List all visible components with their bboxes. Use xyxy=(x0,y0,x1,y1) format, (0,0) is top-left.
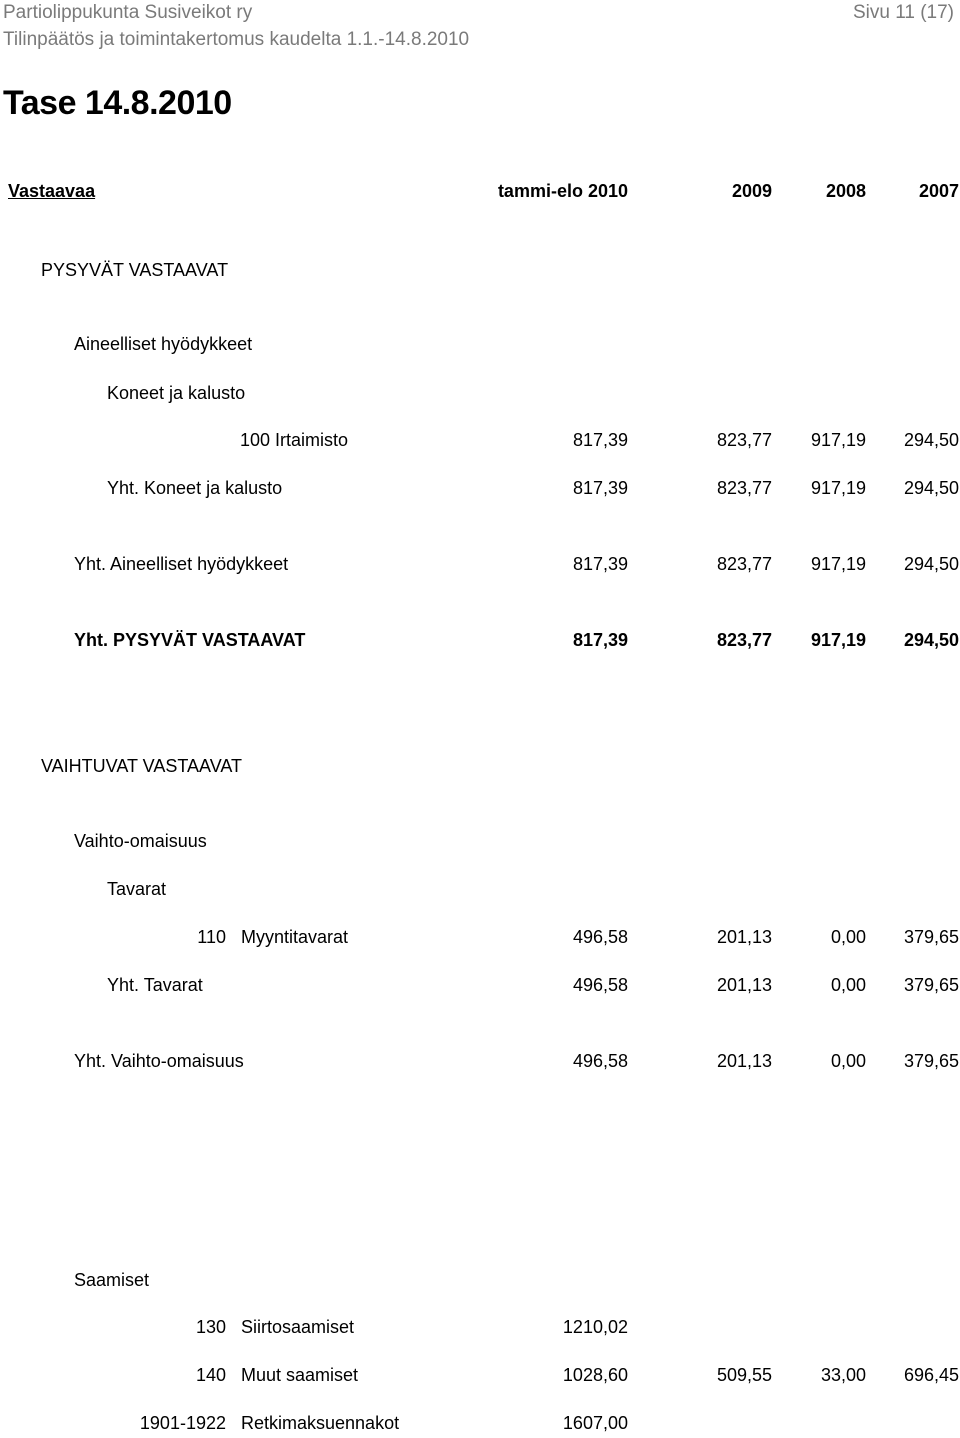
column-header-2009: 2009 xyxy=(731,181,772,201)
column-header-2008: 2008 xyxy=(825,181,866,201)
group-heading-row xyxy=(0,1271,960,1295)
account-code: 1901-1922 xyxy=(139,1413,226,1433)
value-tammi-elo-2010: 817,39 xyxy=(572,478,628,498)
row-label: Aineelliset hyödykkeet xyxy=(74,334,253,354)
value-2007: 294,50 xyxy=(903,554,959,574)
subtotal-row xyxy=(0,976,960,1000)
account-row xyxy=(0,1318,960,1342)
account-row xyxy=(0,928,960,952)
group-heading-row xyxy=(0,832,960,856)
value-2007: 696,45 xyxy=(903,1365,959,1385)
row-label: Yht. Aineelliset hyödykkeet xyxy=(74,554,289,574)
column-label-vastaavaa: Vastaavaa xyxy=(8,181,96,201)
subgroup-heading-row xyxy=(0,384,960,408)
column-header-tammi-elo-2010: tammi-elo 2010 xyxy=(497,181,628,201)
row-label: Yht. Tavarat xyxy=(107,975,203,995)
value-2008: 917,19 xyxy=(810,430,866,450)
row-label: Muut saamiset xyxy=(241,1365,359,1385)
value-tammi-elo-2010: 496,58 xyxy=(572,975,628,995)
value-2009: 823,77 xyxy=(716,630,772,650)
row-label: Saamiset xyxy=(74,1270,150,1290)
value-2008: 917,19 xyxy=(810,630,866,650)
row-label: Vaihto-omaisuus xyxy=(74,831,207,851)
value-tammi-elo-2010: 817,39 xyxy=(572,630,628,650)
value-2009: 823,77 xyxy=(716,430,772,450)
value-2009: 509,55 xyxy=(716,1365,772,1385)
row-label: Myyntitavarat xyxy=(241,927,349,947)
row-label: Koneet ja kalusto xyxy=(107,383,246,403)
row-label: Tavarat xyxy=(107,879,167,899)
total-row xyxy=(0,631,960,655)
value-2009: 201,13 xyxy=(716,1051,772,1071)
value-2007: 379,65 xyxy=(903,975,959,995)
value-2008: 0,00 xyxy=(830,1051,866,1071)
section-heading-row xyxy=(0,261,960,285)
page-title: Tase 14.8.2010 xyxy=(3,84,232,122)
column-header-row xyxy=(0,182,960,206)
value-2007: 379,65 xyxy=(903,927,959,947)
value-tammi-elo-2010: 496,58 xyxy=(572,927,628,947)
account-code: 140 xyxy=(195,1365,226,1385)
value-2009: 823,77 xyxy=(716,478,772,498)
subtotal-row xyxy=(0,479,960,503)
row-label: 100 Irtaimisto xyxy=(240,430,349,450)
value-tammi-elo-2010: 496,58 xyxy=(572,1051,628,1071)
row-label: Yht. PYSYVÄT VASTAAVAT xyxy=(74,630,306,650)
value-tammi-elo-2010: 1210,02 xyxy=(562,1317,628,1337)
subtotal-row xyxy=(0,555,960,579)
value-2008: 33,00 xyxy=(820,1365,866,1385)
value-tammi-elo-2010: 817,39 xyxy=(572,430,628,450)
organization-name: Partiolippukunta Susiveikot ry xyxy=(3,2,253,23)
value-2007: 294,50 xyxy=(903,430,959,450)
row-label: PYSYVÄT VASTAAVAT xyxy=(41,260,229,280)
row-label: VAIHTUVAT VASTAAVAT xyxy=(41,756,243,776)
value-2008: 917,19 xyxy=(810,554,866,574)
value-2007: 294,50 xyxy=(903,630,959,650)
account-row xyxy=(0,431,960,455)
account-row xyxy=(0,1414,960,1438)
column-header-2007: 2007 xyxy=(918,181,959,201)
row-label: Siirtosaamiset xyxy=(241,1317,355,1337)
subgroup-heading-row xyxy=(0,880,960,904)
value-2007: 379,65 xyxy=(903,1051,959,1071)
account-code: 110 xyxy=(197,927,226,947)
group-heading-row xyxy=(0,335,960,359)
value-2009: 201,13 xyxy=(716,975,772,995)
value-2009: 201,13 xyxy=(716,927,772,947)
subtotal-row xyxy=(0,1052,960,1076)
value-2009: 823,77 xyxy=(716,554,772,574)
value-2008: 917,19 xyxy=(810,478,866,498)
row-label: Yht. Koneet ja kalusto xyxy=(107,478,283,498)
account-code: 130 xyxy=(195,1317,226,1337)
account-row xyxy=(0,1366,960,1390)
value-2008: 0,00 xyxy=(830,975,866,995)
row-label: Retkimaksuennakot xyxy=(241,1413,400,1433)
value-2008: 0,00 xyxy=(830,927,866,947)
page-number: Sivu 11 (17) xyxy=(852,2,954,23)
row-label: Yht. Vaihto-omaisuus xyxy=(74,1051,244,1071)
value-2007: 294,50 xyxy=(903,478,959,498)
value-tammi-elo-2010: 1028,60 xyxy=(562,1365,628,1385)
value-tammi-elo-2010: 817,39 xyxy=(572,554,628,574)
section-heading-row xyxy=(0,757,960,781)
value-tammi-elo-2010: 1607,00 xyxy=(562,1413,628,1433)
document-subtitle: Tilinpäätös ja toimintakertomus kaudelta 1.1.-14.8.2010 xyxy=(3,29,470,50)
